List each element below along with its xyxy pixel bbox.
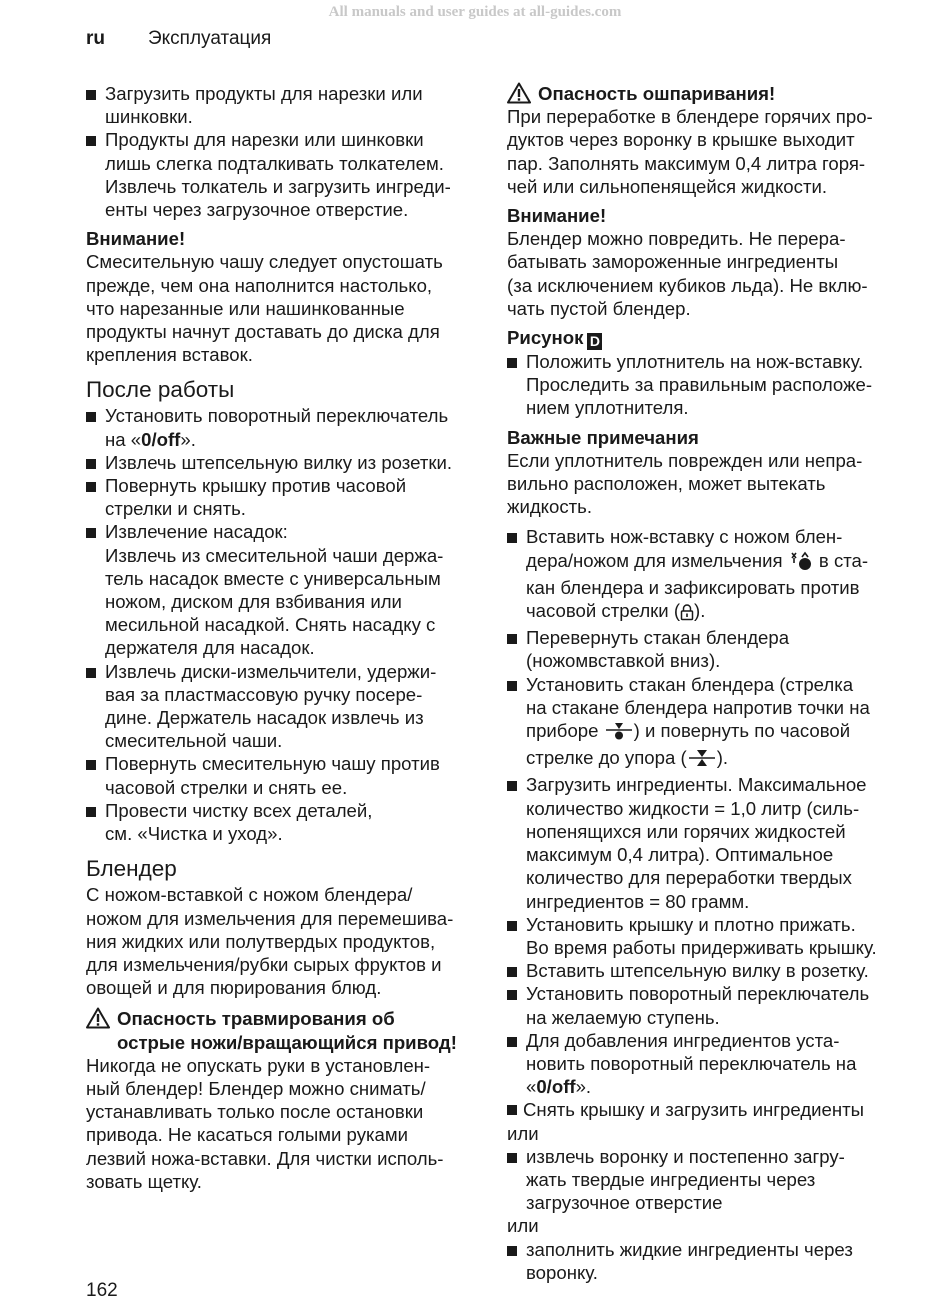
- bullet-icon: [507, 1153, 517, 1163]
- list-item: Извлечь штепсельную вилку из розетки.: [86, 451, 486, 474]
- section-heading-after-work: После работы: [86, 377, 235, 403]
- page-header: [86, 28, 271, 50]
- language-code: ru: [86, 28, 105, 49]
- warning-triangle-icon: [507, 82, 531, 109]
- bullet-icon: [86, 760, 96, 770]
- bullet-icon: [86, 482, 96, 492]
- figure-letter-badge: D: [587, 333, 602, 350]
- list-item: Извлечение насадок: Извлечь из смесительной чаши держа- тель насадок вместе с универсальным ножом, диском для взбивания или месильной насадкой. Снять насадку с держателя для насадок.: [86, 520, 486, 659]
- list-item: Вставить нож-вставку с ножом блен- дера/ножом для измельчения в ста- кан блендера и зафиксировать против часовой стрелки ( ).: [507, 525, 907, 626]
- notes-heading: Важные примечания: [507, 426, 699, 448]
- list-item: Загрузить продукты для нарезки или шинковки.: [86, 82, 486, 128]
- bullet-icon: [507, 1246, 517, 1256]
- attention-heading: Внимание!: [507, 205, 607, 227]
- list-item: заполнить жидкие ингредиенты через воронку.: [507, 1238, 907, 1284]
- notes-text: Если уплотнитель поврежден или непра- вильно расположен, может вытекать жидкость.: [507, 449, 863, 518]
- scald-heading: Опасность ошпаривания!: [507, 82, 907, 105]
- page-number: 162: [86, 1280, 118, 1301]
- list-item: извлечь воронку и постепенно загру- жать твердые ингредиенты через загрузочное отверстие: [507, 1145, 907, 1215]
- chopping-blade-icon: [788, 551, 814, 576]
- list-item: Извлечь диски-измельчители, удержи- вая за пластмассовую ручку посере- дине. Держатель насадок извлечь из смесительной чаши.: [86, 660, 486, 753]
- bullet-icon: [86, 412, 96, 422]
- list-item: Провести чистку всех деталей, см. «Чистка и уход».: [86, 799, 486, 845]
- bullet-icon: [507, 1037, 517, 1047]
- attention-heading: Внимание!: [86, 228, 186, 250]
- figure-heading: Рисунок D: [507, 326, 907, 350]
- danger-text: Никогда не опускать руки в установлен- ный блендер! Блендер можно снимать/ устанавливать только после остановки привода. Не касаться голыми руками лезвий ножа-вставки. Для чистки исполь- зовать щетку.: [86, 1054, 444, 1192]
- scald-text: При переработке в блендере горячих про- дуктов через воронку в крышке выходит пар. Заполнять максимум 0,4 литра горя- чей или сильнопенящейся жидкости.: [507, 106, 873, 197]
- bullet-icon: [507, 967, 517, 977]
- bullet-icon: [507, 358, 517, 368]
- list-item: Загрузить ингредиенты. Максимальное количество жидкости = 1,0 литр (силь- нопенящихся или горячих жидкостей максимум 0,4 литра). Оптимальное количество для переработки твердых ингредиентов = 80 грамм.: [507, 773, 907, 912]
- warning-triangle-icon: [86, 1007, 110, 1034]
- bullet-icon: [86, 136, 96, 146]
- bullet-icon: [507, 781, 517, 791]
- list-item: Повернуть крышку против часовой стрелки и снять.: [86, 474, 486, 520]
- bullet-icon: [86, 807, 96, 817]
- list-item: Продукты для нарезки или шинковки лишь слегка подталкивать толкателем. Извлечь толкатель и загрузить ингреди- енты через загрузочное отверстие.: [86, 128, 486, 221]
- list-item: Установить поворотный переключатель на «0/off».: [86, 404, 486, 450]
- or-separator: или: [507, 1215, 539, 1237]
- arrow-to-dot-icon: [604, 721, 634, 746]
- bullet-icon: [86, 459, 96, 469]
- blender-description: С ножом-вставкой с ножом блендера/ ножом для измельчения для перемешива- ния жидких или полутвердых продуктов, для измельчения/рубки сырых фруктов и овощей и для пюрирования блюд.: [86, 884, 454, 999]
- list-item: Установить поворотный переключатель на желаемую ступень.: [507, 982, 907, 1028]
- bullet-icon: [507, 681, 517, 691]
- bullet-icon: [507, 634, 517, 644]
- danger-heading: Опасность травмирования об острые ножи/вращающийся привод!: [86, 1007, 486, 1053]
- list-item: Снять крышку и загрузить ингредиенты: [507, 1098, 907, 1121]
- bullet-icon: [86, 668, 96, 678]
- list-item: Установить стакан блендера (стрелка на стакане блендера напротив точки на приборе ) и повернуть по часовой стрелке до упора ( ).: [507, 673, 907, 774]
- bullet-icon: [507, 533, 517, 543]
- section-heading-blender: Блендер: [86, 856, 177, 882]
- bullet-icon: [507, 921, 517, 931]
- list-item: Установить крышку и плотно прижать. Во время работы придерживать крышку.: [507, 913, 907, 959]
- left-column: [86, 82, 486, 1193]
- arrow-aligned-icon: [687, 748, 717, 773]
- bullet-icon: [507, 1105, 517, 1115]
- right-column: [507, 82, 907, 1284]
- attention-text: Смесительную чашу следует опустошать прежде, чем она наполнится настолько, что нарезанные или нашинкованные продукты начнут доставать до диска для крепления вставок.: [86, 251, 443, 366]
- list-item: Для добавления ингредиентов уста- новить поворотный переключатель на «0/off».: [507, 1029, 907, 1099]
- section-title: Эксплуатация: [148, 28, 272, 49]
- list-item: Вставить штепсельную вилку в розетку.: [507, 959, 907, 982]
- list-item: Повернуть смесительную чашу против часовой стрелки и снять ее.: [86, 752, 486, 798]
- or-separator: или: [507, 1122, 539, 1144]
- lock-icon: [680, 603, 694, 626]
- list-item: Перевернуть стакан блендера (ножомвставкой вниз).: [507, 626, 907, 672]
- bullet-icon: [507, 990, 517, 1000]
- list-item: Положить уплотнитель на нож-вставку. Проследить за правильным расположе- нием уплотнителя.: [507, 350, 907, 420]
- bullet-icon: [86, 528, 96, 538]
- watermark: All manuals and user guides at all-guides.com: [328, 4, 622, 20]
- attention-text: Блендер можно повредить. Не перера- батывать замороженные ингредиенты (за исключением кубиков льда). Не вклю- чать пустой блендер.: [507, 228, 868, 319]
- bullet-icon: [86, 90, 96, 100]
